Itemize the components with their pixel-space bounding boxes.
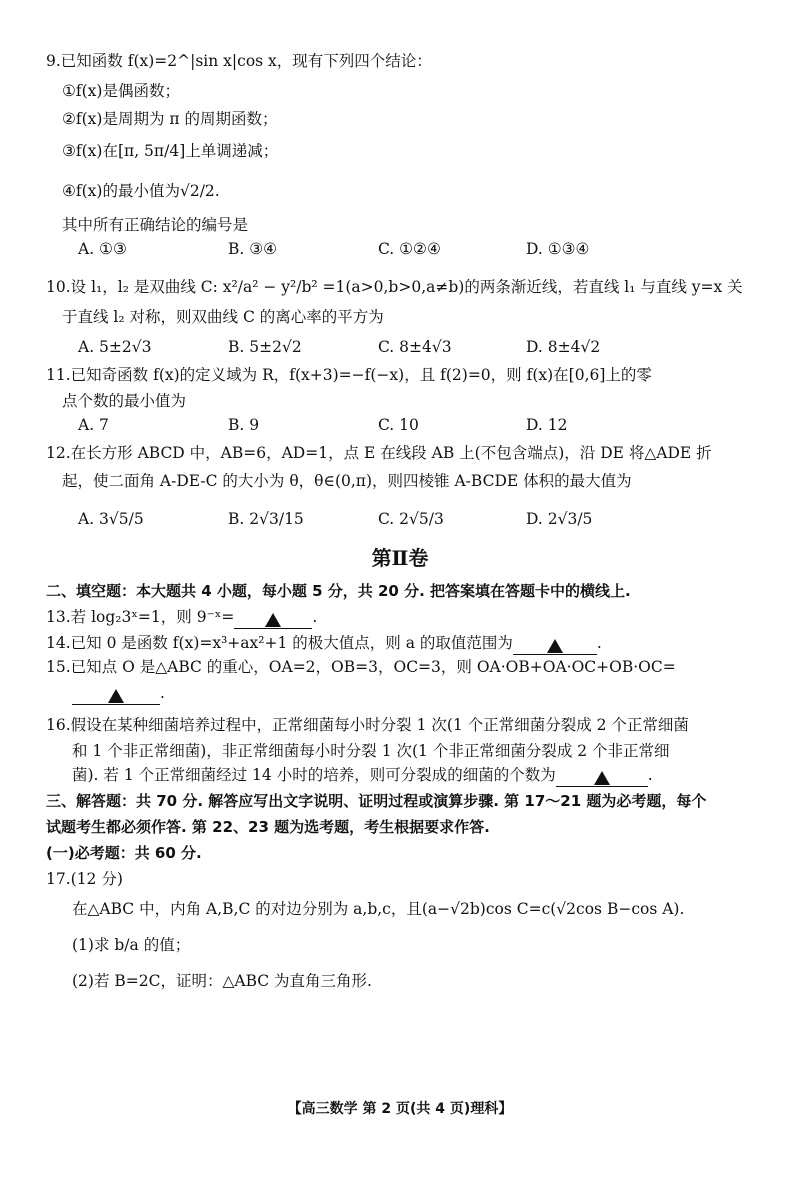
q13-answer-blank[interactable] xyxy=(234,610,312,629)
triangle-icon xyxy=(547,639,563,653)
q10-line-1: 10.设 l₁，l₂ 是双曲线 C: x²/a² − y²/b² =1(a>0,b>0,a≠b)的两条渐近线，若直线 l₁ 与直线 y=x 关 xyxy=(46,278,743,296)
q14-answer-blank[interactable] xyxy=(513,636,597,655)
q15-line-2: . xyxy=(72,682,165,705)
solve-header-line-1: 三、解答题：共 70 分. 解答应写出文字说明、证明过程或演算步骤. 第 17～21 题为必考题，每个 xyxy=(46,792,707,810)
q12-line-2: 起，使二面角 A-DE-C 的大小为 θ，θ∈(0,π)，则四棱锥 A-BCDE 体积的最大值为 xyxy=(62,472,632,490)
fill-in-header: 二、填空题：本大题共 4 小题，每小题 5 分，共 20 分. 把答案填在答题卡中的横线上. xyxy=(46,582,631,600)
q9-statement-2: ②f(x)是周期为 π 的周期函数； xyxy=(62,110,278,128)
triangle-icon xyxy=(265,613,281,627)
q9-statement-4: ④f(x)的最小值为√2/2. xyxy=(62,182,220,200)
q15-answer-blank[interactable] xyxy=(72,686,160,705)
triangle-icon xyxy=(594,771,610,785)
q15-line-1: 15.已知点 O 是△ABC 的重心，OA=2，OB=3，OC=3，则 OA·OB+OA·OC+OB·OC= xyxy=(46,658,676,676)
triangle-icon xyxy=(108,689,124,703)
q9-statement-1: ①f(x)是偶函数； xyxy=(62,82,180,100)
q17-part-2: (2)若 B=2C，证明：△ABC 为直角三角形. xyxy=(72,972,372,990)
required-header: (一)必考题：共 60 分. xyxy=(46,844,202,862)
q9-option-c: C. ①②④ xyxy=(378,240,441,258)
q10-line-2: 于直线 l₂ 对称，则双曲线 C 的离心率的平方为 xyxy=(62,308,384,326)
q12-option-b: B. 2√3/15 xyxy=(228,510,304,528)
q16-text: 菌). 若 1 个正常细菌经过 14 小时的培养，则可分裂成的细菌的个数为 xyxy=(72,766,556,784)
q11-option-b: B. 9 xyxy=(228,416,260,434)
q13-text: 13.若 log₂3ˣ=1，则 9⁻ˣ= xyxy=(46,608,235,626)
q11-option-a: A. 7 xyxy=(78,416,109,434)
q16-answer-blank[interactable] xyxy=(556,768,648,787)
q9-option-a: A. ①③ xyxy=(78,240,127,258)
q12-option-a: A. 3√5/5 xyxy=(78,510,144,528)
q10-option-d: D. 8±4√2 xyxy=(526,338,601,356)
q9-ask: 其中所有正确结论的编号是 xyxy=(62,216,249,234)
q9-option-b: B. ③④ xyxy=(228,240,278,258)
q12-option-d: D. 2√3/5 xyxy=(526,510,593,528)
q11-option-d: D. 12 xyxy=(526,416,568,434)
q16-line-3: 菌). 若 1 个正常细菌经过 14 小时的培养，则可分裂成的细菌的个数为 . xyxy=(72,764,653,787)
q13: 13.若 log₂3ˣ=1，则 9⁻ˣ= . xyxy=(46,606,317,629)
q11-option-c: C. 10 xyxy=(378,416,419,434)
q11-line-1: 11.已知奇函数 f(x)的定义域为 R，f(x+3)=−f(−x)，且 f(2)=0，则 f(x)在[0,6]上的零 xyxy=(46,366,652,384)
q12-line-1: 12.在长方形 ABCD 中，AB=6，AD=1，点 E 在线段 AB 上(不包含端点)，沿 DE 将△ADE 折 xyxy=(46,444,712,462)
section-2-title: 第Ⅱ卷 xyxy=(371,546,429,570)
q17-stem: 在△ABC 中，内角 A,B,C 的对边分别为 a,b,c，且(a−√2b)cos C=c(√2cos B−cos A). xyxy=(72,900,685,918)
q16-line-1: 16.假设在某种细菌培养过程中，正常细菌每小时分裂 1 次(1 个正常细菌分裂成 2 个正常细菌 xyxy=(46,716,689,734)
solve-header-line-2: 试题考生都必须作答. 第 22、23 题为选考题，考生根据要求作答. xyxy=(46,818,490,836)
q9-stem: 9.已知函数 f(x)=2^|sin x|cos x，现有下列四个结论： xyxy=(46,52,432,70)
q17-head: 17.(12 分) xyxy=(46,870,123,888)
q10-option-a: A. 5±2√3 xyxy=(78,338,152,356)
q10-option-b: B. 5±2√2 xyxy=(228,338,302,356)
q9-option-d: D. ①③④ xyxy=(526,240,590,258)
q14-text: 14.已知 0 是函数 f(x)=x³+ax²+1 的极大值点，则 a 的取值范围为 xyxy=(46,634,513,652)
q17-part-1: (1)求 b/a 的值； xyxy=(72,936,191,954)
q16-line-2: 和 1 个非正常细菌)，非正常细菌每小时分裂 1 次(1 个非正常细菌分裂成 2 个非正常细 xyxy=(72,742,670,760)
page-footer: 【高三数学 第 2 页(共 4 页)理科】 xyxy=(287,1101,513,1117)
q9-statement-3: ③f(x)在[π, 5π/4]上单调递减； xyxy=(62,142,279,160)
q11-line-2: 点个数的最小值为 xyxy=(62,392,187,410)
q14: 14.已知 0 是函数 f(x)=x³+ax²+1 的极大值点，则 a 的取值范围为 . xyxy=(46,632,602,655)
q10-option-c: C. 8±4√3 xyxy=(378,338,452,356)
q12-option-c: C. 2√5/3 xyxy=(378,510,444,528)
